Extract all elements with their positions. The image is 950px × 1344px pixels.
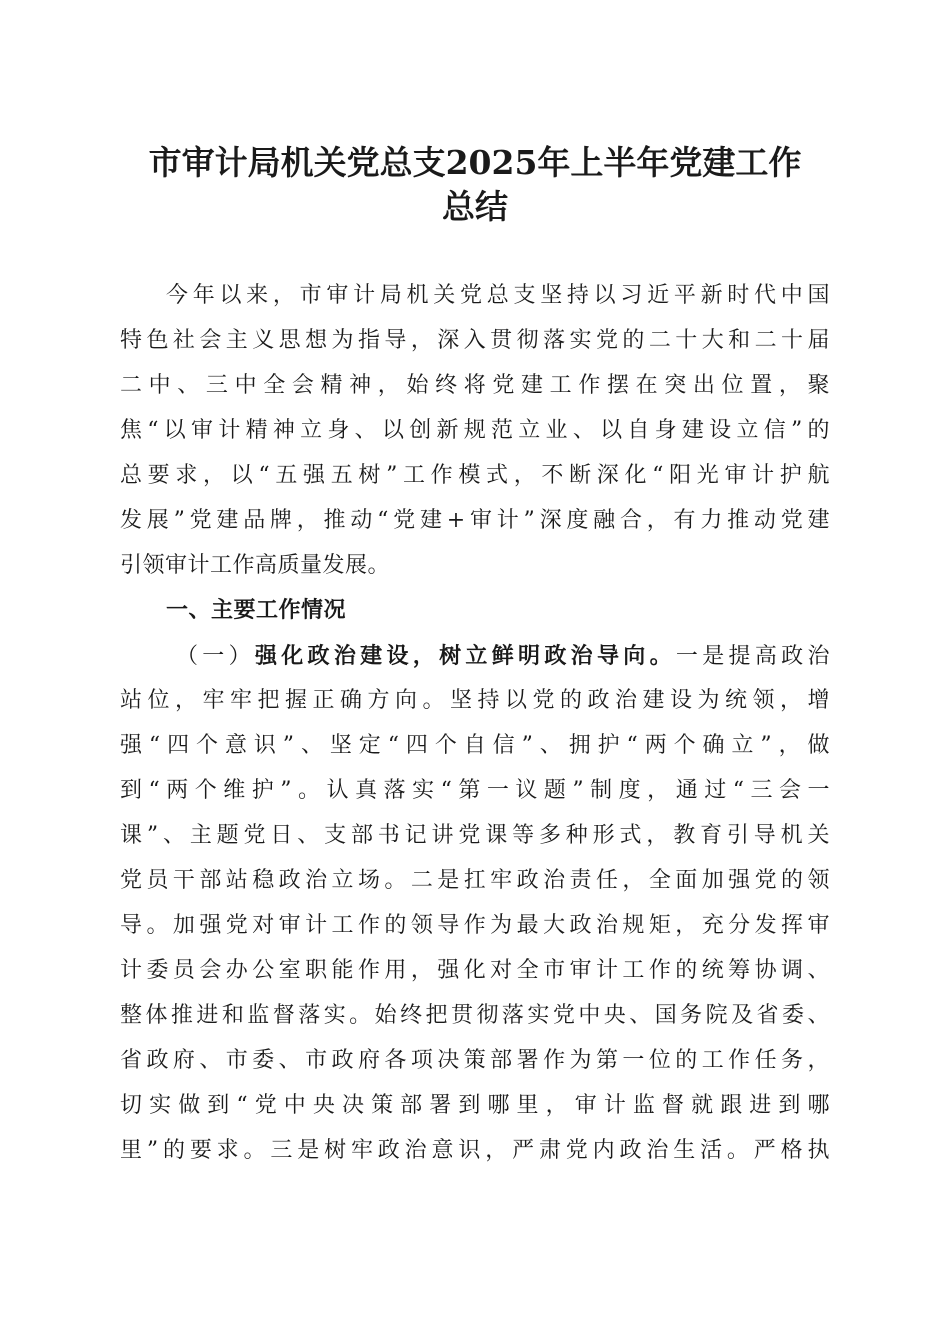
document-title-line-2: 总结 <box>442 187 508 226</box>
body-paragraph-line: 到“两个维护”。认真落实“第一议题”制度，通过“三会一 <box>120 778 830 803</box>
body-paragraph-line: 站位，牢牢把握正确方向。坚持以党的政治建设为统领，增 <box>120 688 830 713</box>
intro-paragraph-line: 焦“以审计精神立身、以创新规范立业、以自身建设立信”的 <box>120 418 830 443</box>
body-paragraph-line: 整体推进和监督落实。始终把贯彻落实党中央、国务院及省委、 <box>120 1003 830 1028</box>
subsection-first-line <box>176 637 830 675</box>
body-paragraph-line: 计委员会办公室职能作用，强化对全市审计工作的统筹协调、 <box>120 958 830 983</box>
body-paragraph-line: 导。加强党对审计工作的领导作为最大政治规矩，充分发挥审 <box>120 913 830 938</box>
body-paragraph-line: 党员干部站稳政治立场。二是扛牢政治责任，全面加强党的领 <box>120 868 830 893</box>
intro-paragraph-line: 总要求，以“五强五树”工作模式，不断深化“阳光审计护航 <box>120 463 830 488</box>
body-paragraph-line: 切实做到“党中央决策部署到哪里，审计监督就跟进到哪 <box>120 1093 830 1118</box>
intro-paragraph-line: 今年以来，市审计局机关党总支坚持以习近平新时代中国 <box>166 283 830 308</box>
body-paragraph-line: 里”的要求。三是树牢政治意识，严肃党内政治生活。严格执 <box>120 1138 830 1163</box>
subsection-title: 强化政治建设，树立鲜明政治导向。 <box>254 643 676 669</box>
subsection-label: （一） <box>176 644 255 669</box>
section-heading: 一、主要工作情况 <box>166 598 347 623</box>
body-paragraph-line: 省政府、市委、市政府各项决策部署作为第一位的工作任务， <box>120 1048 830 1073</box>
subsection-first-line-tail: 一是提高政治 <box>675 644 830 669</box>
document-title-line-1: 市审计局机关党总支2025年上半年党建工作 <box>148 143 802 182</box>
intro-paragraph-line: 特色社会主义思想为指导，深入贯彻落实党的二十大和二十届 <box>120 328 830 353</box>
body-paragraph-line: 强“四个意识”、坚定“四个自信”、拥护“两个确立”，做 <box>120 733 830 758</box>
intro-paragraph-line: 发展”党建品牌，推动“党建+审计”深度融合，有力推动党建 <box>120 508 830 533</box>
body-paragraph-line: 课”、主题党日、支部书记讲党课等多种形式，教育引导机关 <box>120 823 830 848</box>
intro-paragraph-line: 二中、三中全会精神，始终将党建工作摆在突出位置，聚 <box>120 373 830 398</box>
intro-paragraph-line: 引领审计工作高质量发展。 <box>120 553 391 578</box>
